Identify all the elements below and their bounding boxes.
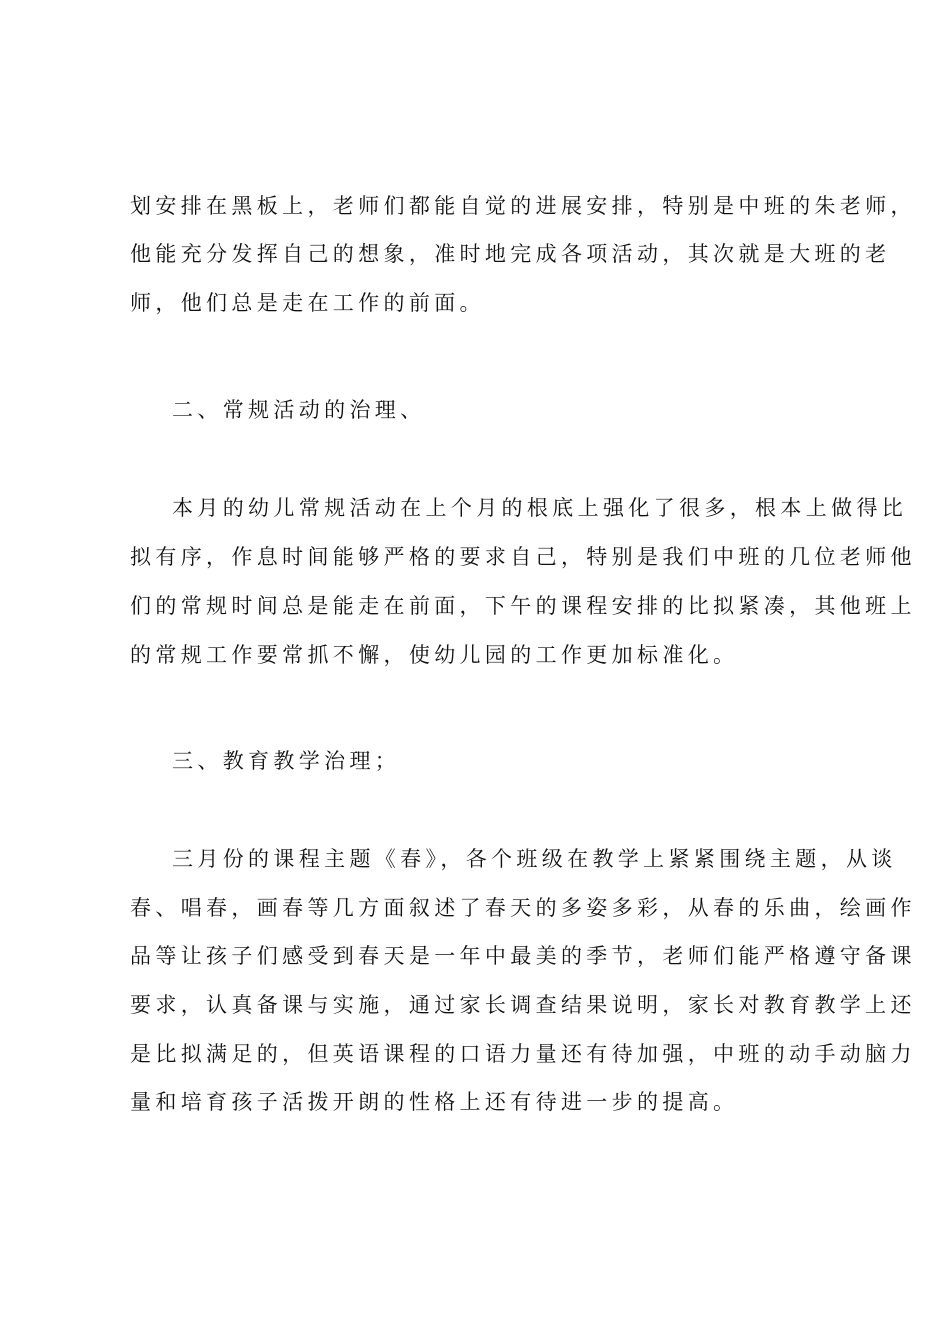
paragraph-1-line-3: 师，他们总是走在工作的前面。: [130, 291, 485, 315]
paragraph-2-line-3: 们的常规时间总是能走在前面，下午的课程安排的比拟紧凑，其他班上: [130, 594, 916, 618]
paragraph-3-line-3: 品等让孩子们感受到春天是一年中最美的季节，老师们能严格遵守备课: [130, 944, 916, 968]
paragraph-1-line-2: 他能充分发挥自己的想象，准时地完成各项活动，其次就是大班的老: [130, 242, 891, 266]
paragraph-3-line-5: 是比拟满足的，但英语课程的口语力量还有待加强，中班的动手动脑力: [130, 1042, 916, 1066]
paragraph-3-line-6: 量和培育孩子活拨开朗的性格上还有待进一步的提高。: [130, 1090, 739, 1114]
paragraph-2-line-1: 本月的幼儿常规活动在上个月的根底上强化了很多，根本上做得比: [172, 496, 908, 520]
section-heading-2: 二、常规活动的治理、: [172, 398, 426, 422]
section-heading-3: 三、教育教学治理；: [172, 749, 401, 773]
paragraph-3-line-2: 春、唱春，画春等几方面叙述了春天的多姿多彩，从春的乐曲，绘画作: [130, 896, 916, 920]
paragraph-3-line-1: 三月份的课程主题《春》，各个班级在教学上紧紧围绕主题，从谈: [172, 847, 897, 871]
paragraph-2-line-2: 拟有序，作息时间能够严格的要求自己，特别是我们中班的几位老师他: [130, 545, 916, 569]
paragraph-1-line-1: 划安排在黑板上，老师们都能自觉的进展安排，特别是中班的朱老师，: [130, 194, 916, 218]
paragraph-2-line-4: 的常规工作要常抓不懈，使幼儿园的工作更加标准化。: [130, 643, 739, 667]
paragraph-3-line-4: 要求，认真备课与实施，通过家长调查结果说明，家长对教育教学上还: [130, 993, 916, 1017]
